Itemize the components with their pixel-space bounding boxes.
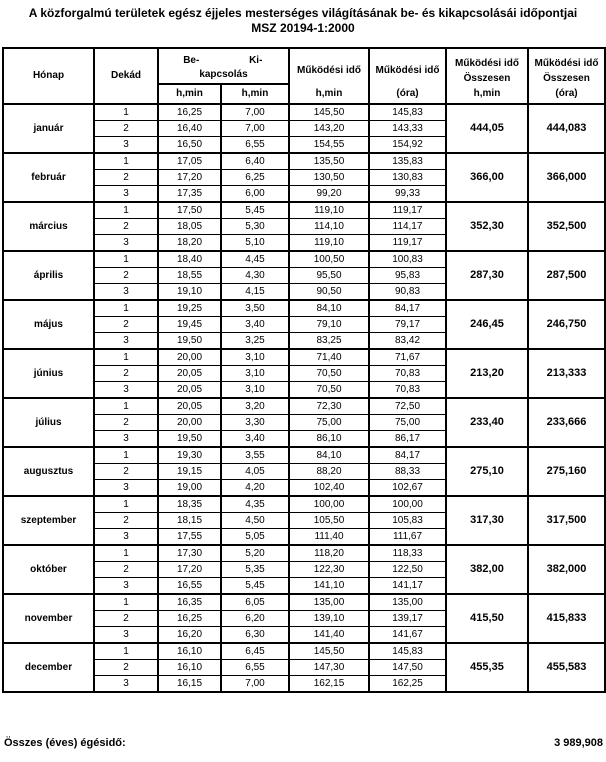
switch-off-cell: 5,35 [221, 562, 289, 578]
decade-cell: 3 [94, 431, 158, 448]
decade-cell: 1 [94, 398, 158, 415]
decade-cell: 2 [94, 611, 158, 627]
operating-hmin-cell: 145,50 [289, 104, 369, 121]
annual-total-value: 3 989,908 [554, 737, 603, 749]
switch-on-cell: 17,30 [158, 545, 221, 562]
switch-on-cell: 16,20 [158, 627, 221, 644]
switch-off-cell: 7,00 [221, 676, 289, 693]
switch-on-cell: 16,50 [158, 137, 221, 154]
operating-hmin-cell: 70,50 [289, 382, 369, 399]
total-hours-cell: 352,500 [528, 202, 605, 251]
switch-off-cell: 3,20 [221, 398, 289, 415]
decade-cell: 2 [94, 268, 158, 284]
decade-cell: 1 [94, 447, 158, 464]
switch-on-cell: 19,45 [158, 317, 221, 333]
operating-hours-cell: 143,33 [369, 121, 446, 137]
operating-hmin-cell: 114,10 [289, 219, 369, 235]
table-row [3, 202, 605, 219]
operating-hmin-cell: 86,10 [289, 431, 369, 448]
table-row [3, 104, 605, 121]
switch-on-cell: 17,50 [158, 202, 221, 219]
switch-on-cell: 20,05 [158, 382, 221, 399]
annual-total-line [4, 737, 603, 749]
decade-cell: 1 [94, 594, 158, 611]
switch-on-cell: 19,00 [158, 480, 221, 497]
operating-hours-cell: 90,83 [369, 284, 446, 301]
operating-hours-cell: 135,83 [369, 153, 446, 170]
page-title: A közforgalmú területek egész éjjeles mesterséges világításának be- és kikapcsolásái időpontjai [28, 6, 578, 20]
operating-hours-cell: 70,83 [369, 382, 446, 399]
month-name-cell: január [3, 104, 94, 153]
switch-off-cell: 7,00 [221, 121, 289, 137]
total-hmin-cell: 444,05 [446, 104, 528, 153]
month-name-cell: szeptember [3, 496, 94, 545]
table-row [3, 594, 605, 611]
switch-off-cell: 6,55 [221, 137, 289, 154]
operating-hours-cell: 84,17 [369, 300, 446, 317]
total-hours-cell: 213,333 [528, 349, 605, 398]
table-row [3, 643, 605, 660]
decade-cell: 2 [94, 317, 158, 333]
operating-hmin-cell: 99,20 [289, 186, 369, 203]
switch-on-cell: 17,05 [158, 153, 221, 170]
operating-hours-cell: 84,17 [369, 447, 446, 464]
switch-on-cell: 17,20 [158, 562, 221, 578]
decade-cell: 2 [94, 170, 158, 186]
total-hmin-cell: 317,30 [446, 496, 528, 545]
switch-off-cell: 5,45 [221, 202, 289, 219]
operating-hours-cell: 99,33 [369, 186, 446, 203]
decade-cell: 1 [94, 643, 158, 660]
operating-hmin-cell: 70,50 [289, 366, 369, 382]
switch-off-cell: 5,30 [221, 219, 289, 235]
switch-on-cell: 17,55 [158, 529, 221, 546]
total-hmin-cell: 382,00 [446, 545, 528, 594]
switch-off-cell: 3,10 [221, 366, 289, 382]
operating-hours-cell: 145,83 [369, 643, 446, 660]
switch-on-cell: 20,00 [158, 349, 221, 366]
title-block [0, 0, 606, 36]
switch-off-cell: 6,40 [221, 153, 289, 170]
switch-on-cell: 20,05 [158, 366, 221, 382]
switch-off-cell: 3,55 [221, 447, 289, 464]
operating-hmin-cell: 143,20 [289, 121, 369, 137]
switch-off-cell: 4,45 [221, 251, 289, 268]
header-operating-hours: Működési idő (óra) [369, 48, 446, 104]
switch-off-cell: 3,30 [221, 415, 289, 431]
total-hmin-cell: 352,30 [446, 202, 528, 251]
month-name-cell: december [3, 643, 94, 692]
decade-cell: 3 [94, 235, 158, 252]
switch-on-cell: 18,40 [158, 251, 221, 268]
operating-hmin-cell: 154,55 [289, 137, 369, 154]
decade-cell: 2 [94, 219, 158, 235]
operating-hours-cell: 122,50 [369, 562, 446, 578]
decade-cell: 1 [94, 496, 158, 513]
header-month: Hónap [3, 48, 94, 104]
switch-off-cell: 5,20 [221, 545, 289, 562]
operating-hmin-cell: 119,10 [289, 235, 369, 252]
switch-on-cell: 18,55 [158, 268, 221, 284]
operating-hours-cell: 135,00 [369, 594, 446, 611]
decade-cell: 2 [94, 562, 158, 578]
operating-hours-cell: 105,83 [369, 513, 446, 529]
table-header [3, 48, 605, 104]
switch-off-cell: 6,45 [221, 643, 289, 660]
operating-hours-cell: 154,92 [369, 137, 446, 154]
operating-hours-cell: 130,83 [369, 170, 446, 186]
switch-off-cell: 3,10 [221, 349, 289, 366]
switch-off-cell: 5,05 [221, 529, 289, 546]
table-row [3, 349, 605, 366]
switch-on-cell: 18,05 [158, 219, 221, 235]
operating-hmin-cell: 147,30 [289, 660, 369, 676]
switch-on-cell: 19,30 [158, 447, 221, 464]
decade-cell: 3 [94, 578, 158, 595]
switch-off-cell: 3,40 [221, 317, 289, 333]
total-hours-cell: 275,160 [528, 447, 605, 496]
decade-cell: 1 [94, 202, 158, 219]
operating-hours-cell: 100,00 [369, 496, 446, 513]
decade-cell: 3 [94, 186, 158, 203]
total-hours-cell: 455,583 [528, 643, 605, 692]
switch-off-cell: 3,50 [221, 300, 289, 317]
operating-hours-cell: 111,67 [369, 529, 446, 546]
operating-hours-cell: 86,17 [369, 431, 446, 448]
switch-off-cell: 4,50 [221, 513, 289, 529]
switch-off-cell: 3,40 [221, 431, 289, 448]
total-hours-cell: 233,666 [528, 398, 605, 447]
total-hmin-cell: 366,00 [446, 153, 528, 202]
operating-hours-cell: 145,83 [369, 104, 446, 121]
month-name-cell: június [3, 349, 94, 398]
switch-on-cell: 19,15 [158, 464, 221, 480]
total-hours-cell: 246,750 [528, 300, 605, 349]
total-hours-cell: 415,833 [528, 594, 605, 643]
switch-on-cell: 19,10 [158, 284, 221, 301]
decade-cell: 2 [94, 121, 158, 137]
operating-hmin-cell: 122,30 [289, 562, 369, 578]
month-name-cell: augusztus [3, 447, 94, 496]
decade-cell: 1 [94, 104, 158, 121]
switch-off-cell: 4,05 [221, 464, 289, 480]
switch-off-cell: 6,00 [221, 186, 289, 203]
header-switch-group [158, 48, 289, 84]
header-operating-hmin: Működési idő h,min [289, 48, 369, 104]
month-name-cell: október [3, 545, 94, 594]
total-hmin-cell: 455,35 [446, 643, 528, 692]
total-hmin-cell: 287,30 [446, 251, 528, 300]
switch-on-cell: 16,10 [158, 643, 221, 660]
operating-hours-cell: 147,50 [369, 660, 446, 676]
switch-off-cell: 7,00 [221, 104, 289, 121]
operating-hours-cell: 71,67 [369, 349, 446, 366]
operating-hmin-cell: 141,40 [289, 627, 369, 644]
table-row [3, 398, 605, 415]
total-hmin-cell: 246,45 [446, 300, 528, 349]
operating-hmin-cell: 135,00 [289, 594, 369, 611]
operating-hmin-cell: 84,10 [289, 300, 369, 317]
operating-hmin-cell: 135,50 [289, 153, 369, 170]
operating-hours-cell: 119,17 [369, 235, 446, 252]
month-name-cell: március [3, 202, 94, 251]
switch-on-cell: 19,50 [158, 333, 221, 350]
total-hours-cell: 287,500 [528, 251, 605, 300]
header-switch-on-unit: h,min [158, 84, 221, 104]
operating-hmin-cell: 145,50 [289, 643, 369, 660]
switch-on-cell: 17,35 [158, 186, 221, 203]
operating-hours-cell: 102,67 [369, 480, 446, 497]
decade-cell: 3 [94, 284, 158, 301]
total-hours-cell: 382,000 [528, 545, 605, 594]
decade-cell: 2 [94, 513, 158, 529]
switch-on-cell: 16,15 [158, 676, 221, 693]
decade-cell: 1 [94, 300, 158, 317]
decade-cell: 2 [94, 660, 158, 676]
decade-cell: 1 [94, 153, 158, 170]
month-name-cell: április [3, 251, 94, 300]
switch-on-cell: 20,00 [158, 415, 221, 431]
operating-hours-cell: 75,00 [369, 415, 446, 431]
switch-on-cell: 18,20 [158, 235, 221, 252]
operating-hmin-cell: 71,40 [289, 349, 369, 366]
operating-hmin-cell: 102,40 [289, 480, 369, 497]
switch-off-cell: 6,05 [221, 594, 289, 611]
decade-cell: 3 [94, 676, 158, 693]
total-hmin-cell: 415,50 [446, 594, 528, 643]
month-name-cell: május [3, 300, 94, 349]
switch-on-cell: 16,35 [158, 594, 221, 611]
operating-hours-cell: 70,83 [369, 366, 446, 382]
switch-on-cell: 16,55 [158, 578, 221, 595]
switch-off-cell: 6,20 [221, 611, 289, 627]
switch-on-cell: 19,25 [158, 300, 221, 317]
switch-on-cell: 16,25 [158, 104, 221, 121]
operating-hours-cell: 141,67 [369, 627, 446, 644]
decade-cell: 3 [94, 382, 158, 399]
total-hmin-cell: 213,20 [446, 349, 528, 398]
table-row [3, 251, 605, 268]
switch-off-cell: 3,25 [221, 333, 289, 350]
operating-hmin-cell: 95,50 [289, 268, 369, 284]
decade-cell: 1 [94, 545, 158, 562]
operating-hours-cell: 83,42 [369, 333, 446, 350]
operating-hmin-cell: 100,50 [289, 251, 369, 268]
operating-hours-cell: 141,17 [369, 578, 446, 595]
header-switch-word: kapcsolás [199, 69, 248, 80]
switch-on-cell: 18,35 [158, 496, 221, 513]
operating-hours-cell: 119,17 [369, 202, 446, 219]
table-row [3, 496, 605, 513]
operating-hmin-cell: 105,50 [289, 513, 369, 529]
decade-cell: 3 [94, 333, 158, 350]
total-hmin-cell: 275,10 [446, 447, 528, 496]
table-row [3, 300, 605, 317]
operating-hmin-cell: 79,10 [289, 317, 369, 333]
total-hmin-cell: 233,40 [446, 398, 528, 447]
operating-hmin-cell: 83,25 [289, 333, 369, 350]
decade-cell: 3 [94, 529, 158, 546]
header-total-hours: Működési idő Összesen (óra) [528, 48, 605, 104]
operating-hours-cell: 95,83 [369, 268, 446, 284]
switch-off-cell: 5,45 [221, 578, 289, 595]
month-name-cell: február [3, 153, 94, 202]
switch-on-cell: 20,05 [158, 398, 221, 415]
decade-cell: 3 [94, 627, 158, 644]
switch-off-cell: 6,30 [221, 627, 289, 644]
month-name-cell: július [3, 398, 94, 447]
header-switch-off-unit: h,min [221, 84, 289, 104]
operating-hmin-cell: 119,10 [289, 202, 369, 219]
header-switch-off: Ki- [249, 55, 263, 66]
switch-off-cell: 4,20 [221, 480, 289, 497]
switch-on-cell: 16,25 [158, 611, 221, 627]
table-row [3, 545, 605, 562]
switch-on-cell: 16,10 [158, 660, 221, 676]
switch-on-cell: 16,40 [158, 121, 221, 137]
operating-hmin-cell: 162,15 [289, 676, 369, 693]
total-hours-cell: 366,000 [528, 153, 605, 202]
operating-hours-cell: 139,17 [369, 611, 446, 627]
header-total-hmin: Működési idő Összesen h,min [446, 48, 528, 104]
table-body [3, 104, 605, 692]
decade-cell: 1 [94, 251, 158, 268]
table-row [3, 447, 605, 464]
operating-hmin-cell: 84,10 [289, 447, 369, 464]
operating-hours-cell: 79,17 [369, 317, 446, 333]
operating-hmin-cell: 111,40 [289, 529, 369, 546]
decade-cell: 3 [94, 480, 158, 497]
decade-cell: 1 [94, 349, 158, 366]
switch-off-cell: 5,10 [221, 235, 289, 252]
total-hours-cell: 317,500 [528, 496, 605, 545]
switch-on-cell: 19,50 [158, 431, 221, 448]
switch-off-cell: 6,55 [221, 660, 289, 676]
operating-hmin-cell: 75,00 [289, 415, 369, 431]
operating-hours-cell: 88,33 [369, 464, 446, 480]
operating-hmin-cell: 90,50 [289, 284, 369, 301]
operating-hmin-cell: 141,10 [289, 578, 369, 595]
lighting-schedule-table [2, 47, 606, 693]
decade-cell: 2 [94, 464, 158, 480]
operating-hmin-cell: 88,20 [289, 464, 369, 480]
table-row [3, 153, 605, 170]
switch-on-cell: 18,15 [158, 513, 221, 529]
operating-hmin-cell: 100,00 [289, 496, 369, 513]
operating-hours-cell: 162,25 [369, 676, 446, 693]
switch-off-cell: 4,35 [221, 496, 289, 513]
operating-hmin-cell: 139,10 [289, 611, 369, 627]
total-hours-cell: 444,083 [528, 104, 605, 153]
annual-total-label: Összes (éves) égésidő: [4, 737, 126, 749]
operating-hours-cell: 114,17 [369, 219, 446, 235]
switch-off-cell: 4,30 [221, 268, 289, 284]
switch-off-cell: 4,15 [221, 284, 289, 301]
operating-hmin-cell: 72,30 [289, 398, 369, 415]
operating-hmin-cell: 130,50 [289, 170, 369, 186]
header-switch-on: Be- [183, 55, 200, 66]
switch-off-cell: 3,10 [221, 382, 289, 399]
header-decade: Dekád [94, 48, 158, 104]
operating-hmin-cell: 118,20 [289, 545, 369, 562]
standard-reference: MSZ 20194-1:2000 [251, 21, 355, 35]
switch-on-cell: 17,20 [158, 170, 221, 186]
operating-hours-cell: 100,83 [369, 251, 446, 268]
decade-cell: 3 [94, 137, 158, 154]
operating-hours-cell: 118,33 [369, 545, 446, 562]
month-name-cell: november [3, 594, 94, 643]
switch-off-cell: 6,25 [221, 170, 289, 186]
decade-cell: 2 [94, 366, 158, 382]
operating-hours-cell: 72,50 [369, 398, 446, 415]
decade-cell: 2 [94, 415, 158, 431]
